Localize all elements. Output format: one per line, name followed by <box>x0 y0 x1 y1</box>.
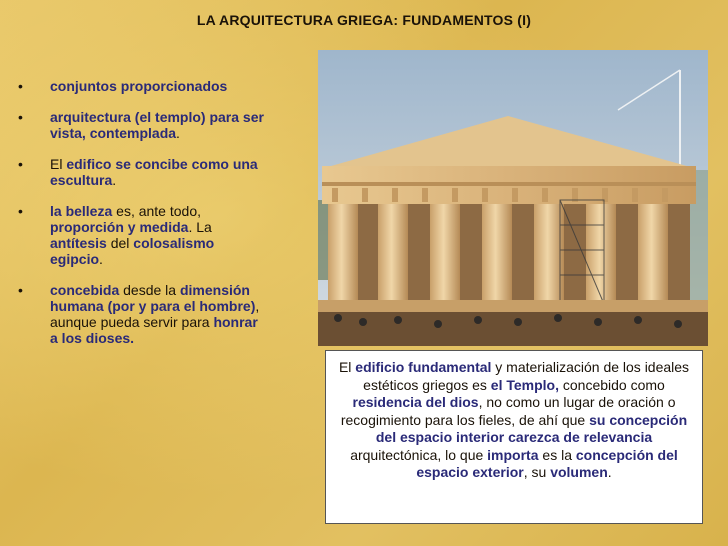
parthenon-image <box>318 50 708 346</box>
text-run: arquitectónica, lo que <box>350 446 488 463</box>
text-run: desde la <box>119 282 180 298</box>
bullet-text <box>50 78 227 94</box>
bold-text-run: el Templo, <box>490 376 559 393</box>
slide-title: LA ARQUITECTURA GRIEGA: FUNDAMENTOS (I) <box>196 12 532 28</box>
text-run: concebido como <box>558 376 665 393</box>
bold-text-run: arquitectura (el templo) para ser vista, contemplada <box>50 109 264 141</box>
bold-text-run: conjuntos proporcionados <box>50 78 228 94</box>
text-run: . La <box>188 219 212 235</box>
bold-text-run: edifico se concibe como una escultura <box>50 156 258 188</box>
text-run: El <box>338 359 356 375</box>
bullet-marker: • <box>18 282 23 298</box>
bullet-marker: • <box>18 203 23 219</box>
text-run: . <box>99 251 103 267</box>
bullet-marker: • <box>18 109 23 125</box>
bullet-item <box>18 109 268 141</box>
bold-text-run: edificio fundamental <box>355 359 492 375</box>
bullet-marker: • <box>18 156 23 172</box>
bold-text-run: antítesis <box>50 235 107 251</box>
bold-text-run: residencia del dios <box>352 394 479 410</box>
text-run: El <box>50 156 67 172</box>
bullet-marker: • <box>18 78 23 94</box>
text-run: , no como un lugar de oración o recogimiento para los fieles, de ahí que <box>340 394 676 428</box>
bullet-item <box>18 203 268 267</box>
text-run: es, ante todo, <box>112 203 201 219</box>
bold-text-run: su concepción del espacio interior carezca de relevancia <box>375 411 688 445</box>
text-run: . <box>607 464 612 480</box>
bullet-item <box>18 156 268 188</box>
bold-text-run: volumen <box>550 464 608 480</box>
bold-text-run: dimensión humana (por y para el hombre) <box>50 282 256 314</box>
bold-text-run: la belleza <box>50 203 113 219</box>
text-run: , su <box>523 464 551 480</box>
bold-text-run: colosalismo egipcio <box>50 235 215 267</box>
bold-text-run: honrar a los dioses. <box>50 314 258 346</box>
text-run: y materialización de los ideales estéticos griegos es <box>363 359 690 393</box>
bold-text-run: concepción del espacio exterior <box>416 446 678 480</box>
text-run: . <box>112 172 117 188</box>
bold-text-run: concebida <box>50 282 120 298</box>
text-run: es la <box>538 446 576 463</box>
bullet-text <box>50 282 259 346</box>
caption-box <box>325 350 703 524</box>
text-run: del <box>106 235 134 251</box>
bullet-text <box>50 109 264 141</box>
bullet-item <box>18 282 268 346</box>
bullet-item <box>18 78 268 94</box>
parthenon-photo <box>318 50 708 346</box>
bullet-text <box>50 156 258 188</box>
bold-text-run: importa <box>487 446 539 463</box>
text-run: . <box>176 125 180 141</box>
text-run: , aunque pueda servir para <box>50 298 260 330</box>
bullet-list <box>18 78 268 361</box>
bold-text-run: proporción y medida <box>50 219 189 235</box>
bullet-text <box>50 203 214 267</box>
